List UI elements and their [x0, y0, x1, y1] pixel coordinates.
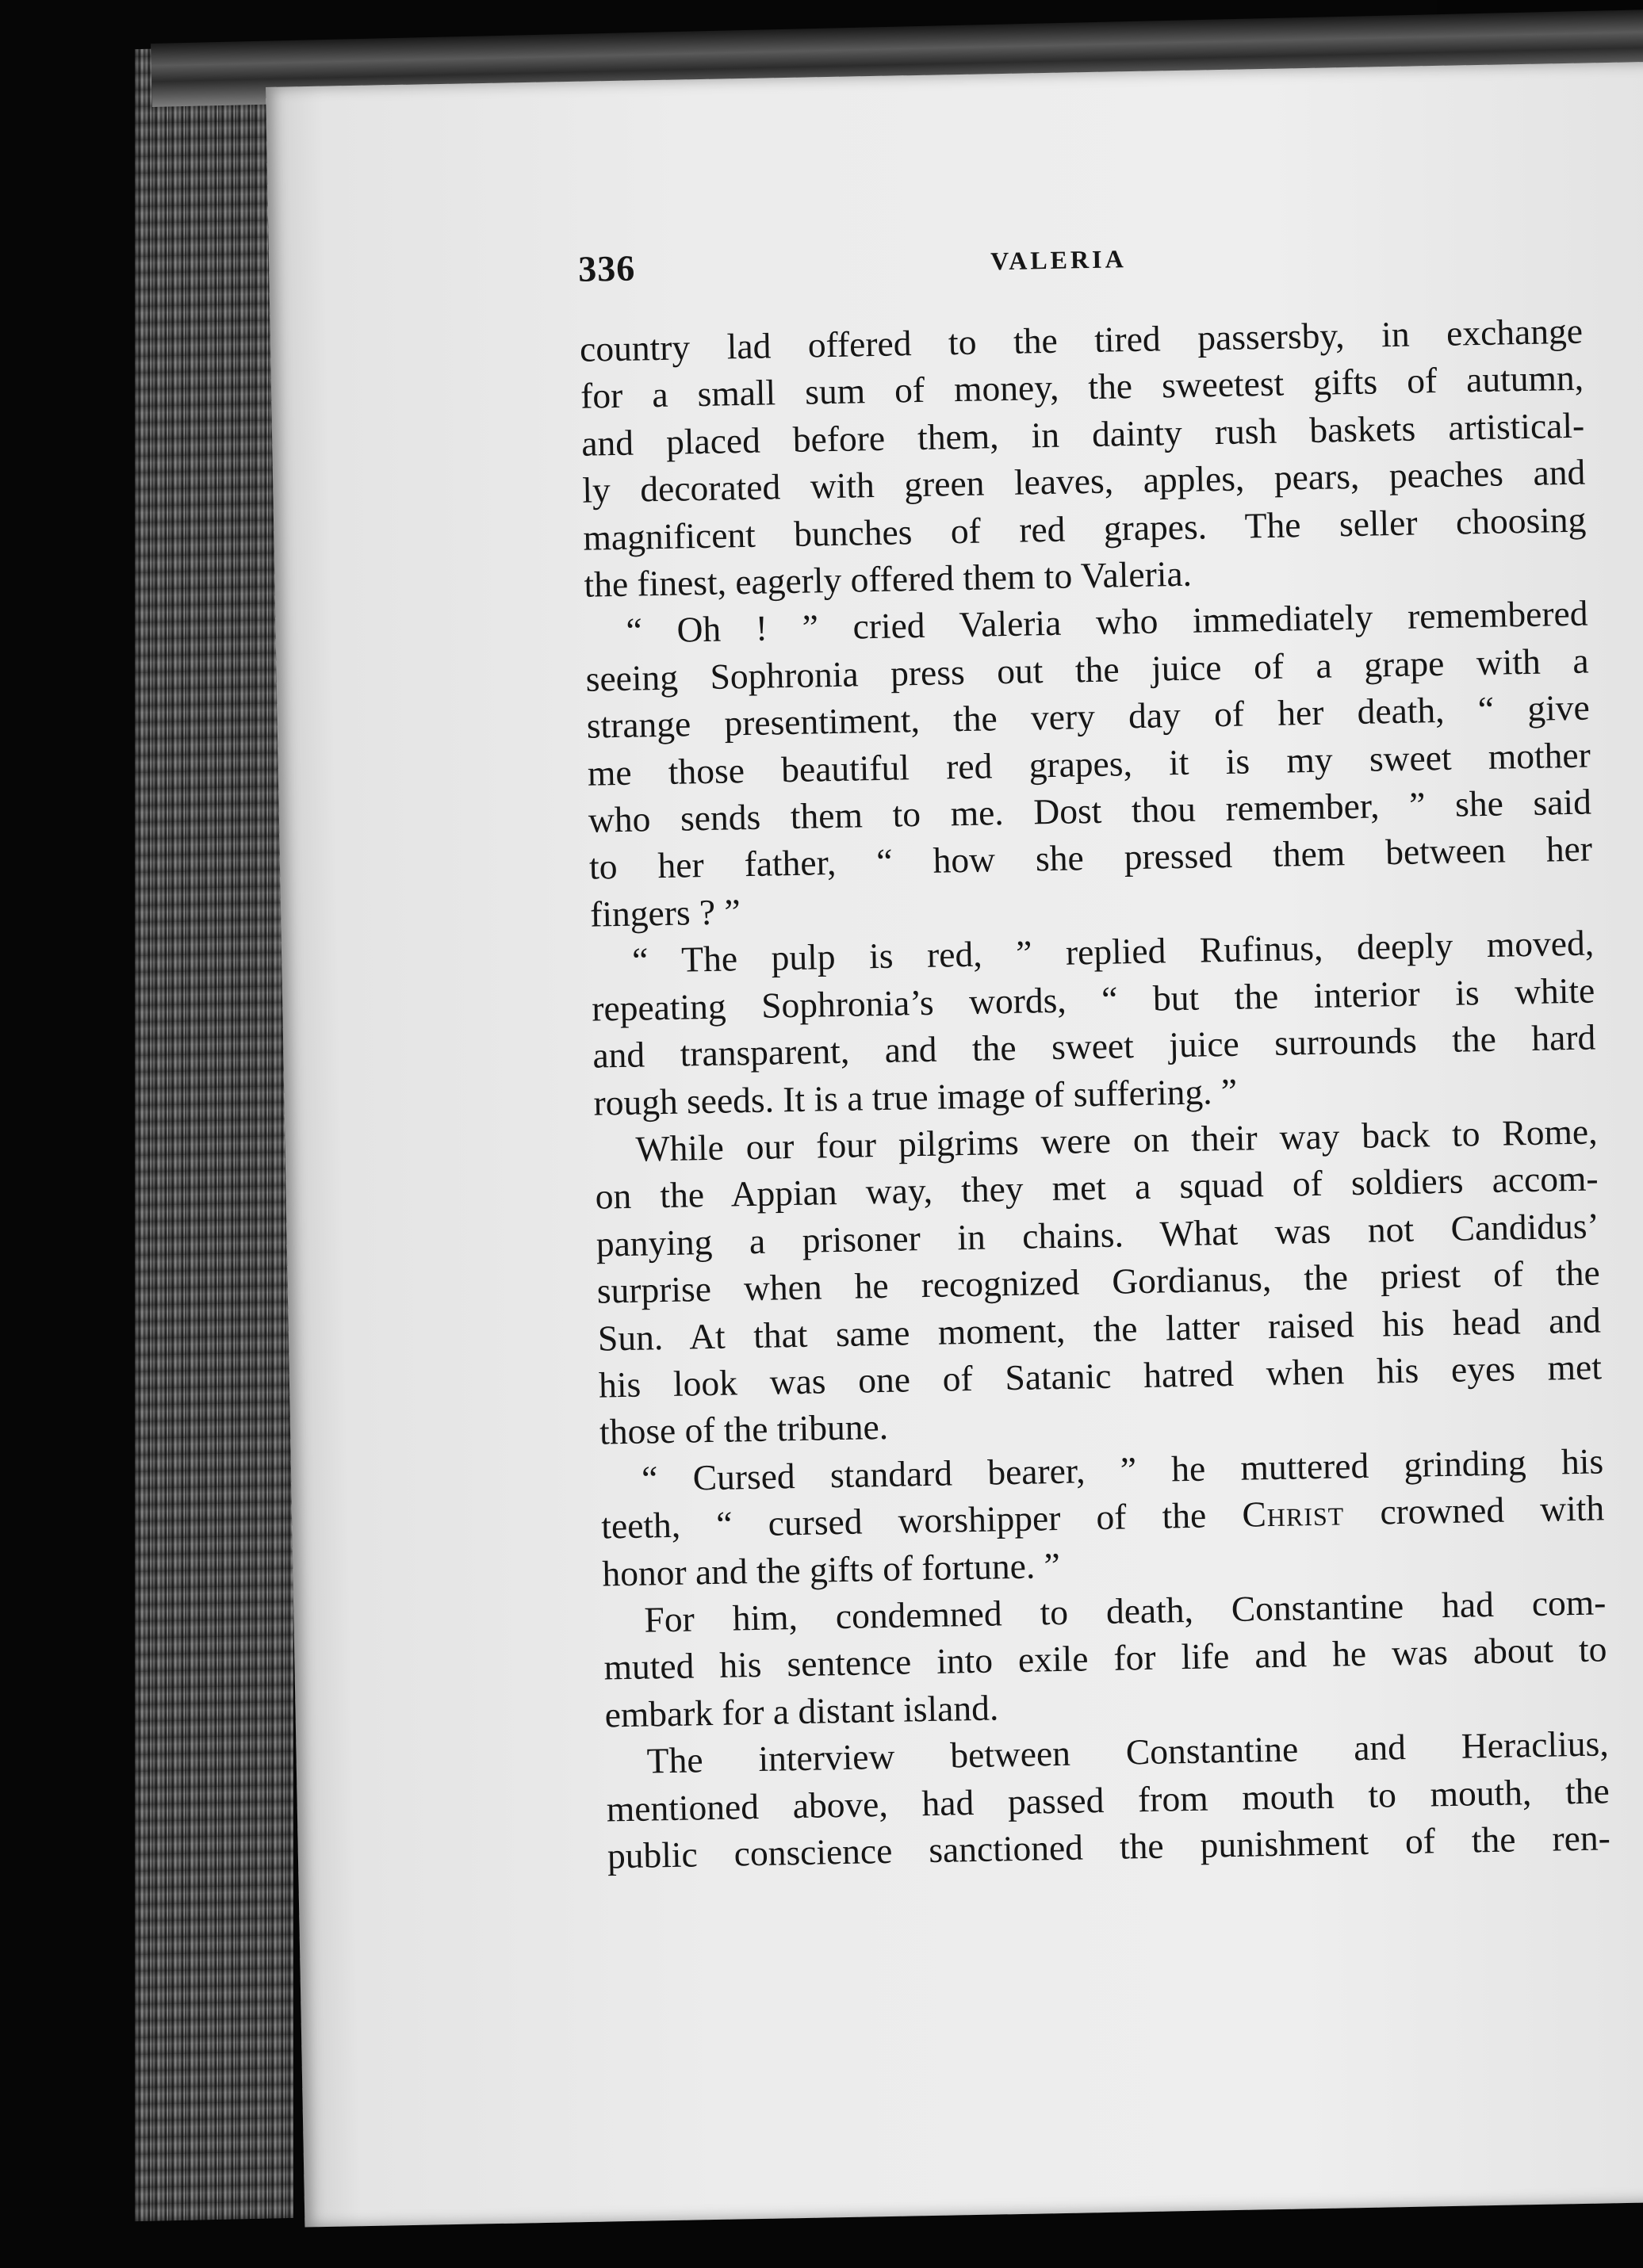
paragraph-3 — [591, 920, 1597, 1126]
text-fragment: crowned with — [1379, 1487, 1605, 1532]
paragraph-2 — [584, 590, 1593, 938]
text-line: honor and the gifts of fortune. ” — [601, 1544, 1061, 1594]
book-page-edges — [135, 46, 293, 2221]
text-line: and transparent, and the sweet juice surrounds the hard — [592, 1016, 1596, 1076]
text-line: to her father, “ how she pressed them between her — [588, 828, 1593, 888]
smallcaps-word: Christ — [1241, 1492, 1345, 1535]
text-line: magnificent bunches of red grapes. The seller choosing — [583, 499, 1587, 558]
paragraph-5 — [600, 1437, 1606, 1597]
text-line: For him, condemned to death, Constantine had com- — [644, 1581, 1607, 1640]
paragraph-4 — [594, 1107, 1603, 1455]
paragraph-1 — [580, 308, 1587, 609]
text-line: strange presentiment, the very day of her death, “ give — [586, 687, 1591, 746]
text-line: Sun. At that same moment, the latter raised his head and — [597, 1298, 1602, 1359]
text-line: on the Appian way, they met a squad of soldiers accom- — [595, 1157, 1599, 1217]
text-line: the finest, eagerly offered them to Valeria. — [584, 553, 1193, 605]
page-text-block — [578, 230, 1611, 1880]
text-line: country lad offered to the tired passersby, in exchange — [579, 310, 1584, 369]
text-line: The interview between Constantine and Heraclius, — [646, 1723, 1610, 1781]
text-line: repeating Sophronia’s words, “ but the interior is white — [591, 970, 1595, 1029]
text-line: fingers ? ” — [589, 891, 741, 935]
text-line: his look was one of Satanic hatred when his eyes met — [598, 1346, 1603, 1406]
text-line: While our four pilgrims were on their way back to Rome, — [635, 1111, 1598, 1169]
text-line: mentioned above, had passed from mouth to mouth, the — [606, 1769, 1610, 1830]
paragraph-6 — [603, 1578, 1608, 1738]
text-line: me those beautiful red grapes, it is my sweet mother — [587, 734, 1591, 794]
text-fragment: teeth, “ cursed worshipper of the — [600, 1494, 1207, 1547]
text-line: surprise when he recognized Gordianus, the priest of the — [596, 1252, 1601, 1311]
text-line: public conscience sanctioned the punishment of the ren- — [607, 1817, 1611, 1876]
text-line: “ The pulp is red, ” replied Rufinus, deeply moved, — [631, 922, 1595, 981]
running-title: VALERIA — [990, 244, 1127, 276]
text-line: muted his sentence into exile for life and he was about to — [603, 1628, 1607, 1688]
text-line: ly decorated with green leaves, apples, pears, peaches and — [581, 451, 1586, 511]
text-line: and placed before them, in dainty rush baskets artistical- — [580, 404, 1585, 464]
paragraph-7 — [605, 1720, 1610, 1880]
text-line: “ Cursed standard bearer, ” he muttered grinding his — [641, 1440, 1604, 1499]
book-page — [266, 61, 1643, 2227]
text-line: rough seeds. It is a true image of suffering. ” — [593, 1070, 1238, 1123]
text-line: “ Oh ! ” cried Valeria who immediately remembered — [626, 592, 1588, 652]
page-number: 336 — [577, 247, 636, 289]
text-line: embark for a distant island. — [604, 1687, 999, 1735]
text-line: those of the tribune. — [599, 1406, 889, 1452]
text-line: who sends them to me. Dost thou remember, ” she said — [588, 781, 1592, 840]
text-line: for a small sum of money, the sweetest gifts of autumn, — [580, 358, 1584, 417]
text-line: panying a prisoner in chains. What was not Candidus’ — [596, 1205, 1600, 1264]
text-line: seeing Sophronia press out the juice of a grape with a — [585, 640, 1589, 699]
running-head — [578, 230, 1582, 304]
